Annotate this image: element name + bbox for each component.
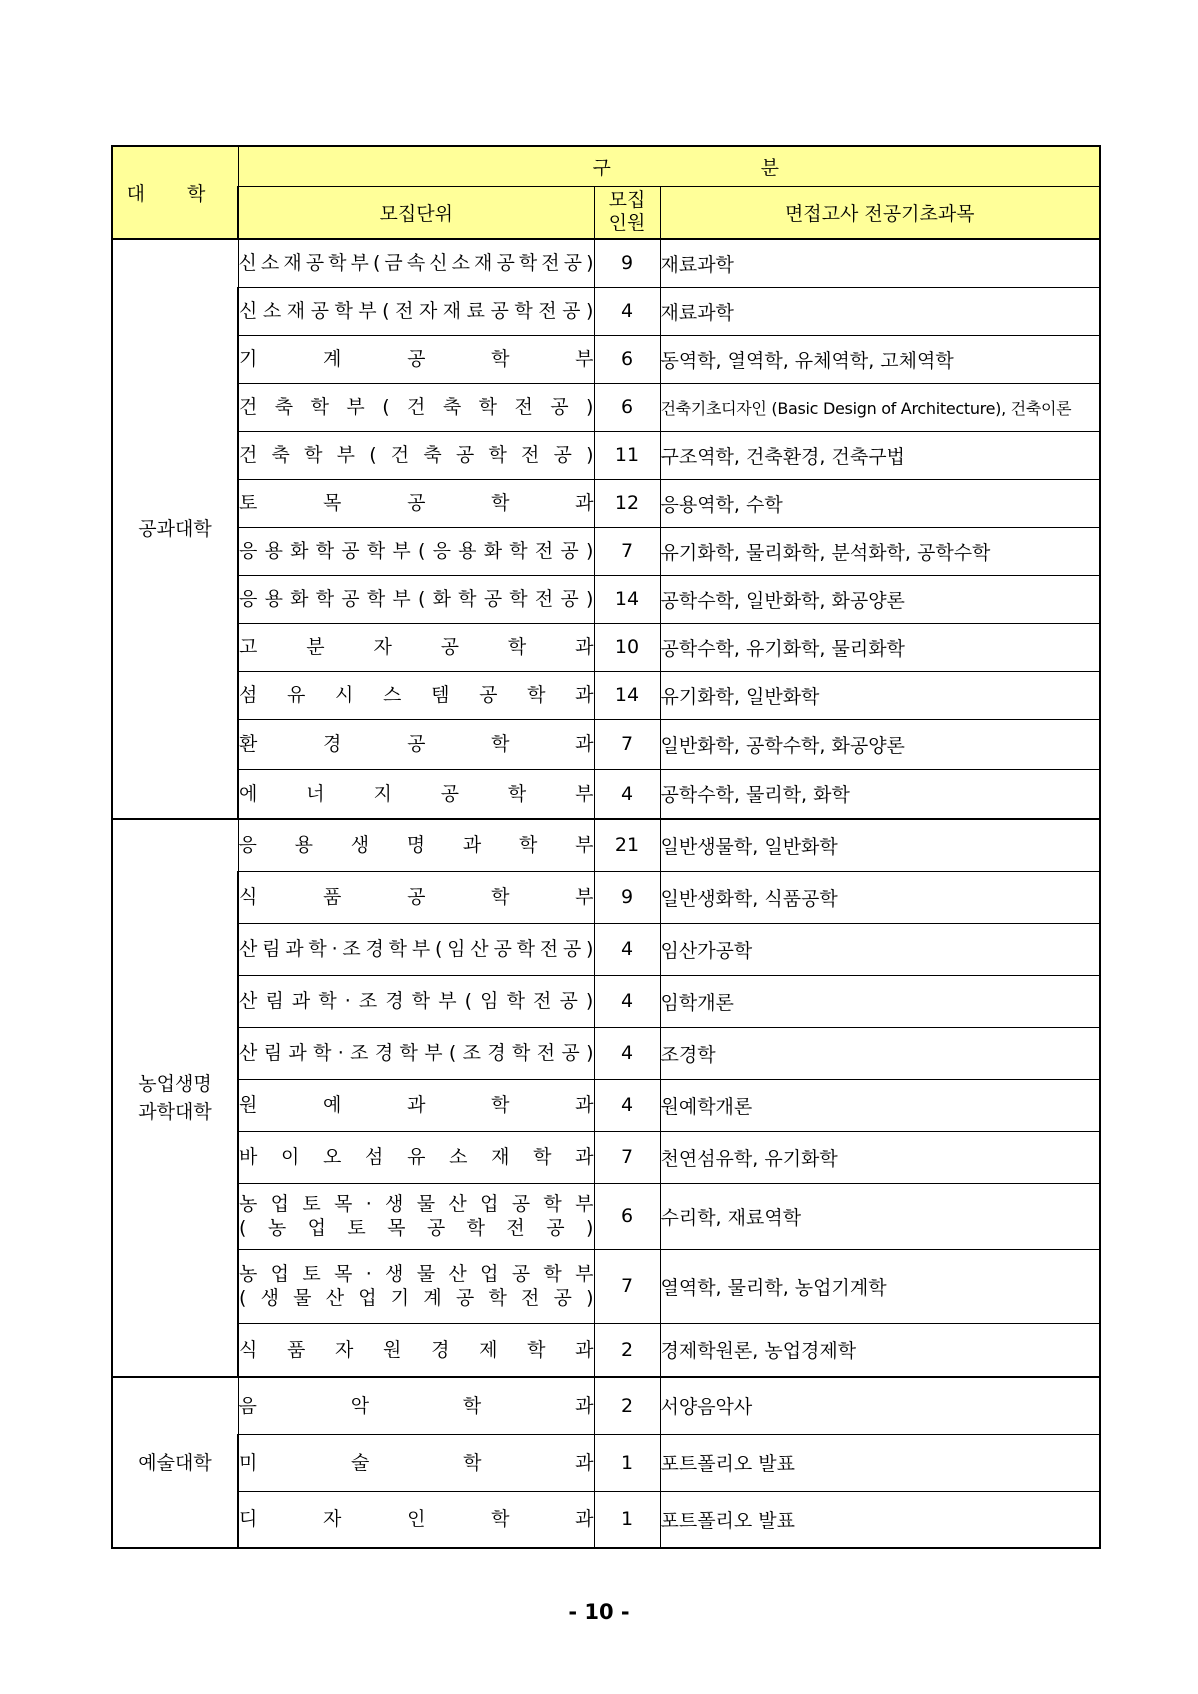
subjects-cell: 공학수학, 일반화학, 화공양론 <box>660 575 1100 623</box>
count-cell: 6 <box>594 1183 660 1249</box>
table-row <box>112 975 1100 1027</box>
unit-cell: 기 계 공 학 부 <box>238 335 594 383</box>
subjects-cell: 임산가공학 <box>660 923 1100 975</box>
table-row <box>112 527 1100 575</box>
subjects-cell: 구조역학, 건축환경, 건축구법 <box>660 431 1100 479</box>
subjects-cell: 일반생화학, 식품공학 <box>660 871 1100 923</box>
count-cell: 4 <box>594 769 660 819</box>
count-cell: 4 <box>594 975 660 1027</box>
table-row <box>112 1183 1100 1249</box>
subjects-cell: 재료과학 <box>660 287 1100 335</box>
unit-cell: 산 림 과 학 · 조 경 학 부 ( 조 경 학 전 공 ) <box>238 1027 594 1079</box>
count-cell: 21 <box>594 819 660 871</box>
unit-cell: 산 림 과 학 · 조 경 학 부 ( 임 산 공 학 전 공 ) <box>238 923 594 975</box>
count-cell: 12 <box>594 479 660 527</box>
table-row <box>112 1079 1100 1131</box>
subjects-cell: 경제학원론, 농업경제학 <box>660 1323 1100 1377</box>
table-row <box>112 335 1100 383</box>
table-row <box>112 719 1100 769</box>
count-cell: 4 <box>594 287 660 335</box>
header-count: 모집 인원 <box>594 186 660 239</box>
subjects-cell: 유기화학, 물리화학, 분석화학, 공학수학 <box>660 527 1100 575</box>
header-college: 대 학 <box>112 146 238 239</box>
unit-cell: 신 소 재 공 학 부 ( 전 자 재 료 공 학 전 공 ) <box>238 287 594 335</box>
unit-cell: 신 소 재 공 학 부 ( 금 속 신 소 재 공 학 전 공 ) <box>238 239 594 287</box>
unit-cell: 원 예 과 학 과 <box>238 1079 594 1131</box>
count-cell: 10 <box>594 623 660 671</box>
table-row <box>112 1249 1100 1323</box>
unit-cell: 미 술 학 과 <box>238 1434 594 1491</box>
unit-cell: 바 이 오 섬 유 소 재 학 과 <box>238 1131 594 1183</box>
count-cell: 7 <box>594 719 660 769</box>
table-row <box>112 1323 1100 1377</box>
subjects-cell: 포트폴리오 발표 <box>660 1434 1100 1491</box>
table-row <box>112 923 1100 975</box>
subjects-cell: 응용역학, 수학 <box>660 479 1100 527</box>
count-cell: 11 <box>594 431 660 479</box>
subjects-cell: 공학수학, 유기화학, 물리화학 <box>660 623 1100 671</box>
count-cell: 6 <box>594 383 660 431</box>
college-cell: 공과대학 <box>112 239 238 819</box>
count-cell: 7 <box>594 527 660 575</box>
count-cell: 4 <box>594 1027 660 1079</box>
count-cell: 2 <box>594 1323 660 1377</box>
unit-cell: 응 용 화 학 공 학 부 ( 화 학 공 학 전 공 ) <box>238 575 594 623</box>
table-row <box>112 1377 1100 1434</box>
count-cell: 4 <box>594 1079 660 1131</box>
unit-cell: 섬 유 시 스 템 공 학 과 <box>238 671 594 719</box>
unit-cell: 응 용 화 학 공 학 부 ( 응 용 화 학 전 공 ) <box>238 527 594 575</box>
subjects-cell: 재료과학 <box>660 239 1100 287</box>
unit-cell: 고 분 자 공 학 과 <box>238 623 594 671</box>
subjects-cell: 천연섬유학, 유기화학 <box>660 1131 1100 1183</box>
unit-cell: 음 악 학 과 <box>238 1377 594 1434</box>
header-subjects: 면접고사 전공기초과목 <box>660 186 1100 239</box>
college-cell: 농업생명 과학대학 <box>112 819 238 1377</box>
count-cell: 14 <box>594 575 660 623</box>
table-row <box>112 1491 1100 1548</box>
subjects-cell: 임학개론 <box>660 975 1100 1027</box>
table-row <box>112 479 1100 527</box>
table-row <box>112 671 1100 719</box>
table-row <box>112 239 1100 287</box>
unit-cell: 건 축 학 부 ( 건 축 공 학 전 공 ) <box>238 431 594 479</box>
unit-cell: 디 자 인 학 과 <box>238 1491 594 1548</box>
table-row <box>112 383 1100 431</box>
subjects-cell: 공학수학, 물리학, 화학 <box>660 769 1100 819</box>
count-cell: 9 <box>594 871 660 923</box>
table-row <box>112 575 1100 623</box>
unit-cell: 응 용 생 명 과 학 부 <box>238 819 594 871</box>
subjects-cell: 유기화학, 일반화학 <box>660 671 1100 719</box>
table-row <box>112 1434 1100 1491</box>
subjects-cell: 건축기초디자인 (Basic Design of Architecture), 건축이론 <box>660 383 1100 431</box>
count-cell: 1 <box>594 1434 660 1491</box>
count-cell: 9 <box>594 239 660 287</box>
count-cell: 6 <box>594 335 660 383</box>
table-row <box>112 287 1100 335</box>
subjects-cell: 조경학 <box>660 1027 1100 1079</box>
table-row <box>112 1131 1100 1183</box>
unit-cell: 산 림 과 학 · 조 경 학 부 ( 임 학 전 공 ) <box>238 975 594 1027</box>
header-unit: 모집단위 <box>238 186 594 239</box>
unit-cell: 환 경 공 학 과 <box>238 719 594 769</box>
unit-cell: 식 품 자 원 경 제 학 과 <box>238 1323 594 1377</box>
unit-cell: 농 업 토 목 · 생 물 산 업 공 학 부 ( 생 물 산 업 기 계 공 학 전 공 ) <box>238 1249 594 1323</box>
table-row <box>112 769 1100 819</box>
unit-cell: 건 축 학 부 ( 건 축 학 전 공 ) <box>238 383 594 431</box>
count-cell: 1 <box>594 1491 660 1548</box>
count-cell: 7 <box>594 1249 660 1323</box>
table-row <box>112 819 1100 871</box>
unit-cell: 토 목 공 학 과 <box>238 479 594 527</box>
unit-cell: 에 너 지 공 학 부 <box>238 769 594 819</box>
subjects-cell: 동역학, 열역학, 유체역학, 고체역학 <box>660 335 1100 383</box>
page-number: - 10 - <box>568 1600 630 1624</box>
subjects-cell: 원예학개론 <box>660 1079 1100 1131</box>
subjects-cell: 포트폴리오 발표 <box>660 1491 1100 1548</box>
table-row <box>112 871 1100 923</box>
table-row <box>112 1027 1100 1079</box>
table-row <box>112 623 1100 671</box>
subjects-cell: 일반생물학, 일반화학 <box>660 819 1100 871</box>
count-cell: 4 <box>594 923 660 975</box>
college-cell: 예술대학 <box>112 1377 238 1548</box>
unit-cell: 농 업 토 목 · 생 물 산 업 공 학 부 ( 농 업 토 목 공 학 전 공 ) <box>238 1183 594 1249</box>
count-cell: 14 <box>594 671 660 719</box>
subjects-cell: 열역학, 물리학, 농업기계학 <box>660 1249 1100 1323</box>
unit-cell: 식 품 공 학 부 <box>238 871 594 923</box>
subjects-cell: 일반화학, 공학수학, 화공양론 <box>660 719 1100 769</box>
subjects-cell: 수리학, 재료역학 <box>660 1183 1100 1249</box>
count-cell: 7 <box>594 1131 660 1183</box>
table-row <box>112 431 1100 479</box>
header-gubun: 구 분 <box>238 146 1100 186</box>
admission-table <box>111 145 1101 1549</box>
count-cell: 2 <box>594 1377 660 1434</box>
subjects-cell: 서양음악사 <box>660 1377 1100 1434</box>
